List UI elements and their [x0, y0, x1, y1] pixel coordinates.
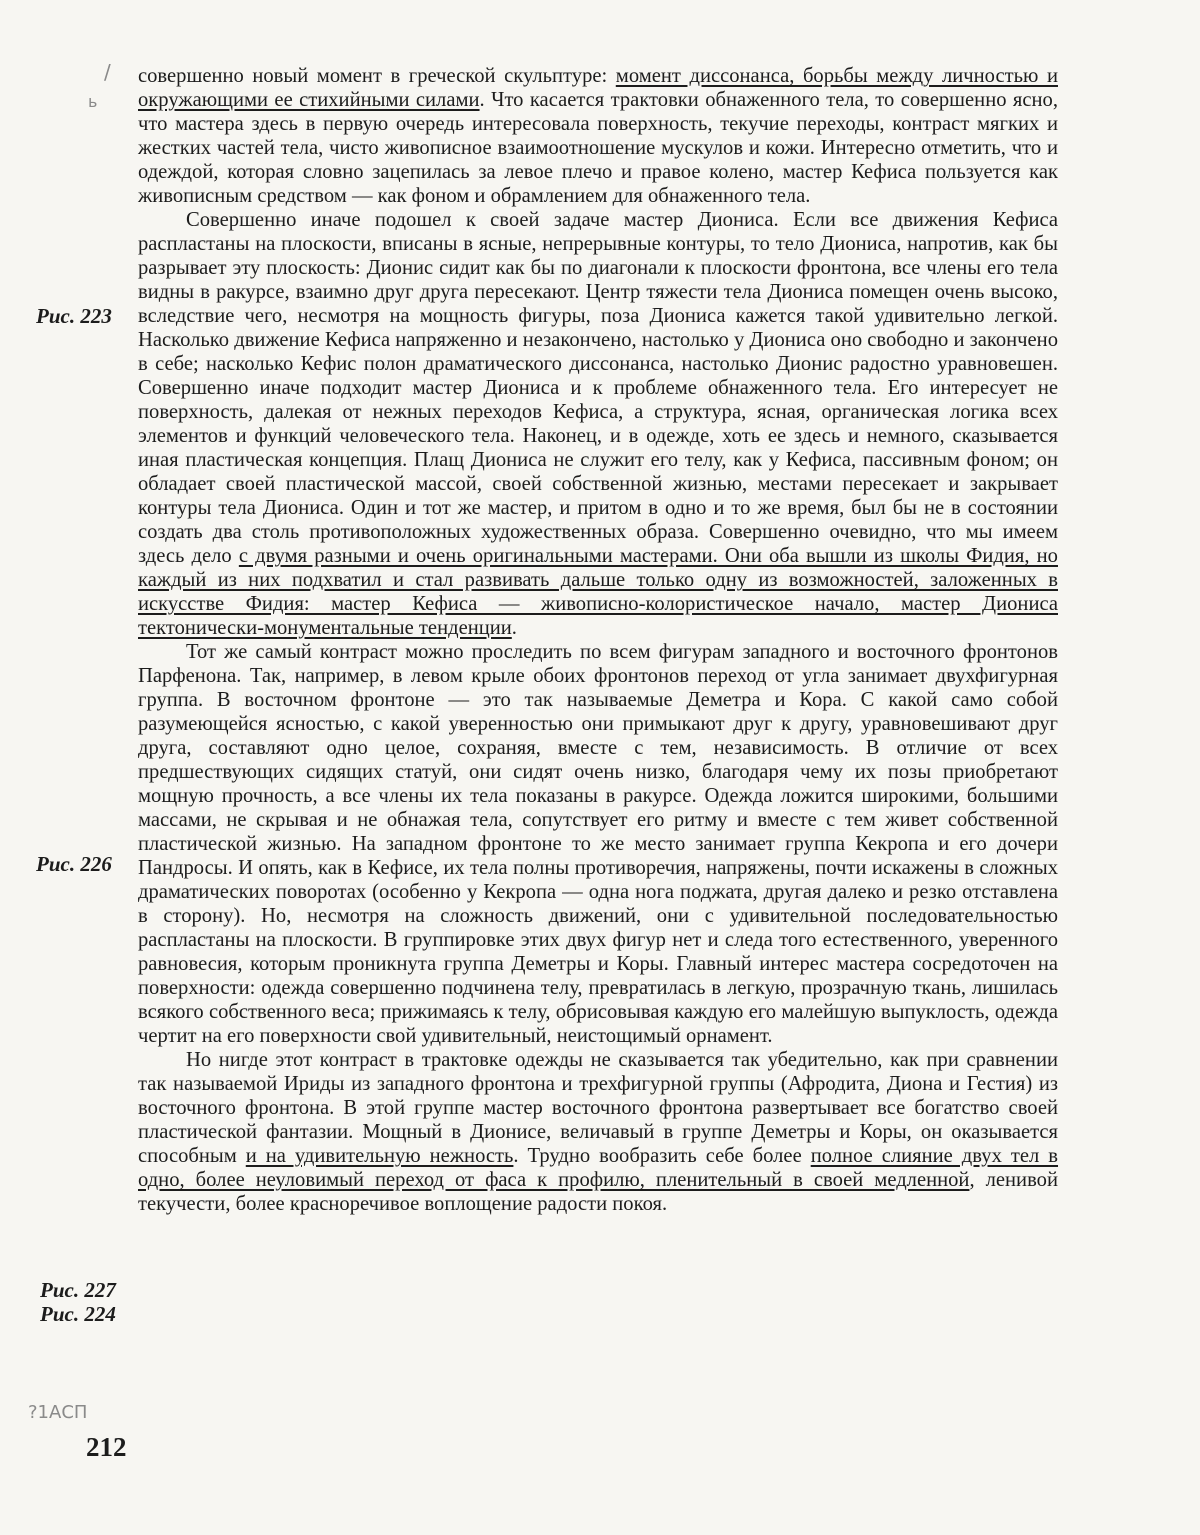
pencil-mark: / — [104, 60, 111, 84]
page-number: 212 — [86, 1432, 127, 1462]
paragraph: Совершенно иначе подошел к своей задаче мастер Диониса. Если все движения Кефиса распластаны на плоскости, вписаны в ясные, непрерывные контуры, то тело Диониса, напротив, как бы разрывает эту плоскость: Дионис сидит как бы по диагонали к плоскости фронтона, все члены его тела видны в ракурсе, взаимно друг друга пересекают. Центр тяжести тела Диониса помещен очень высоко, вследствие чего, несмотря на мощность фигуры, поза Диониса кажется такой удивительно легкой. Насколько движение Кефиса напряженно и незакончено, настолько у Диониса оно свободно и закончено в себе; насколько Кефис полон драматического диссонанса, настолько Дионис радостно уравновешен. Совершенно иначе подходит мастер Диониса и к проблеме обнаженного тела. Его интересует не поверхность, далекая от нежных переходов Кефиса, а структура, ясная, органическая логика всех элементов и функций человеческого тела. Наконец, и в одежде, хоть ее здесь и немного, сказывается иная пластическая концепция. Плащ Диониса не служит его телу, как у Кефиса, пассивным фоном; он обладает своей пластической массой, своей собственной жизнью, местами пересекает и закрывает контуры тела Диониса. Один и тот же мастер, и притом в одно и то же время, был бы не в состоянии создать два столь противоположных художественных образа. Совершенно очевидно, что мы имеем здесь дело с двумя разными и очень оригинальными мастерами. Они оба вышли из школы Фидия, но каждый из них подхватил и стал развивать дальше только одну из возможностей, заложенных в искусстве Фидия: мастер Кефиса — живописно-колористическое начало, мастер Диониса тектонически-монументальные тенденции. — [138, 209, 1058, 639]
figure-reference: Рис. 226 — [36, 852, 112, 876]
figure-reference: Рис. 223 — [36, 304, 112, 328]
underlined-passage: момент диссонанса, борьбы между личностью и окружающими ее стихийными силами — [138, 65, 1058, 111]
underlined-passage: с двумя разными и очень оригинальными мастерами. Они оба вышли из школы Фидия, но каждый из них подхватил и стал развивать дальше только одну из возможностей, заложенных в искусстве Фидия: мастер Кефиса — живописно-колористическое начало, мастер Диониса тектонически-монументальные тенденции — [138, 545, 1058, 639]
pencil-mark: ь — [88, 92, 98, 111]
paragraph: совершенно новый момент в греческой скульптуре: момент диссонанса, борьбы между личностью и окружающими ее стихийными силами. Что касается трактовки обнаженного тела, то совершенно ясно, что мастера здесь в первую очередь интересовала поверхность, текучие переходы, контраст мягких и жестких частей тела, чисто живописное взаимоотношение мускулов и кожи. Интересно отметить, что и одеждой, которая словно зацепилась за левое плечо и правое колено, мастер Кефиса пользуется как живописным средством — как фоном и обрамлением для обнаженного тела. — [138, 65, 1058, 207]
body-text — [138, 64, 1058, 1216]
figure-reference: Рис. 224 — [40, 1302, 116, 1326]
pencil-mark: ?1АСП — [28, 1402, 88, 1423]
paragraph: Но нигде этот контраст в трактовке одежды не сказывается так убедительно, как при сравнении так называемой Ириды из западного фронтона и трехфигурной группы (Афродита, Диона и Гестия) из восточного фронтона. В этой группе мастер восточного фронтона развертывает все богатство своей пластической фантазии. Мощный в Дионисе, величавый в группе Деметры и Коры, он оказывается способным и на удивительную нежность. Трудно вообразить себе более полное слияние двух тел в одно, более неуловимый переход от фаса к профилю, пленительный в своей медленной, ленивой текучести, более красноречивое воплощение радости покоя. — [138, 1049, 1059, 1215]
underlined-passage: и на удивительную нежность — [245, 1145, 514, 1167]
paragraph: Тот же самый контраст можно проследить по всем фигурам западного и восточного фронтонов Парфенона. Так, например, в левом крыле обоих фронтонов переход от угла занимает двухфигурная группа. В восточном фронтоне — это так называемые Деметра и Кора. С какой само собой разумеющейся ясностью, с какой уверенностью они примыкают друг к другу, уравновешивают друг друга, составляют одно целое, сохраняя, вместе с тем, независимость. В отличие от всех предшествующих сидящих статуй, они сидят очень низко, благодаря чему их позы приобретают мощную прочность, а все члены их тела показаны в ракурсе. Одежда ложится широкими, большими массами, не скрывая и не обнажая тела, сопутствует его ритму и вместе с тем живет собственной пластической жизнью. На западном фронтоне то же место занимает группа Кекропа и его дочери Пандросы. И опять, как в Кефисе, их тела полны противоречия, напряжены, почти искажены в сложных драматических поворотах (особенно у Кекропа — одна нога поджата, другая далеко и резко отставлена в сторону). Но, несмотря на сложность движений, они с удивительной последовательностью распластаны на плоскости. В группировке этих двух фигур нет и следа того естественного, уверенного равновесия, которым проникнута группа Деметры и Коры. Главный интерес мастера сосредоточен на поверхности: одежда совершенно подчинена телу, превратилась в легкую, прозрачную ткань, лишилась всякого собственного веса; прижимаясь к телу, обрисовывая каждую его малейшую выпуклость, одежда чертит на его поверхности свой удивительный, неистощимый орнамент. — [138, 641, 1058, 1047]
figure-reference: Рис. 227 — [40, 1278, 116, 1302]
underlined-passage: полное слияние двух тел в одно, более неуловимый переход от фаса к профилю, пленительный в своей медленной — [138, 1145, 1059, 1191]
